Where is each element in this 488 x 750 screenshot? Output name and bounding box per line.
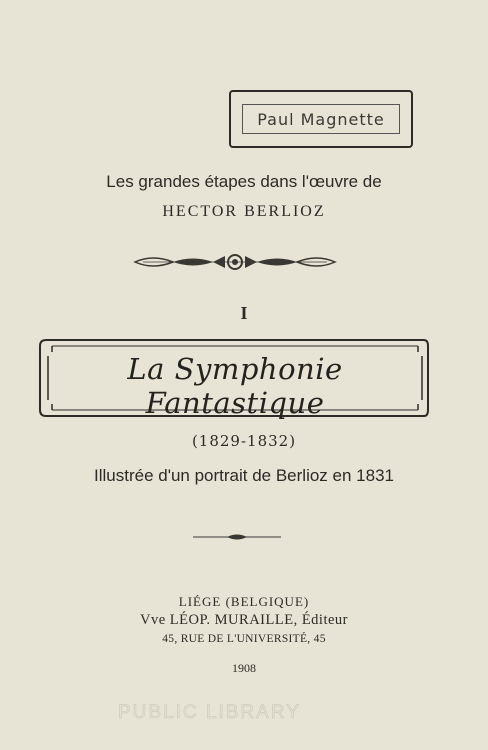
imprint-publisher: Vve LÉOP. MURAILLE, Éditeur — [139, 612, 348, 628]
imprint-address: 45, RUE DE L'UNIVERSITÉ, 45 — [162, 633, 326, 645]
author-name: Paul Magnette — [242, 104, 400, 134]
composer-name: HECTOR BERLIOZ — [162, 203, 326, 220]
imprint-city: LIÉGE (BELGIQUE) — [178, 594, 310, 609]
volume-number: I — [240, 303, 248, 323]
imprint-year: 1908 — [232, 661, 256, 675]
small-rule-ornament — [193, 532, 281, 542]
series-subtitle: Les grandes étapes dans l'œuvre de — [106, 172, 382, 191]
library-stamp: PUBLIC LIBRARY — [118, 702, 301, 723]
main-title: La Symphonie Fantastique — [127, 352, 343, 420]
author-frame — [229, 90, 413, 148]
illustration-note: Illustrée d'un portrait de Berlioz en 1831 — [94, 466, 394, 485]
ornament-divider — [133, 252, 337, 272]
composition-years: (1829-1832) — [191, 432, 297, 450]
